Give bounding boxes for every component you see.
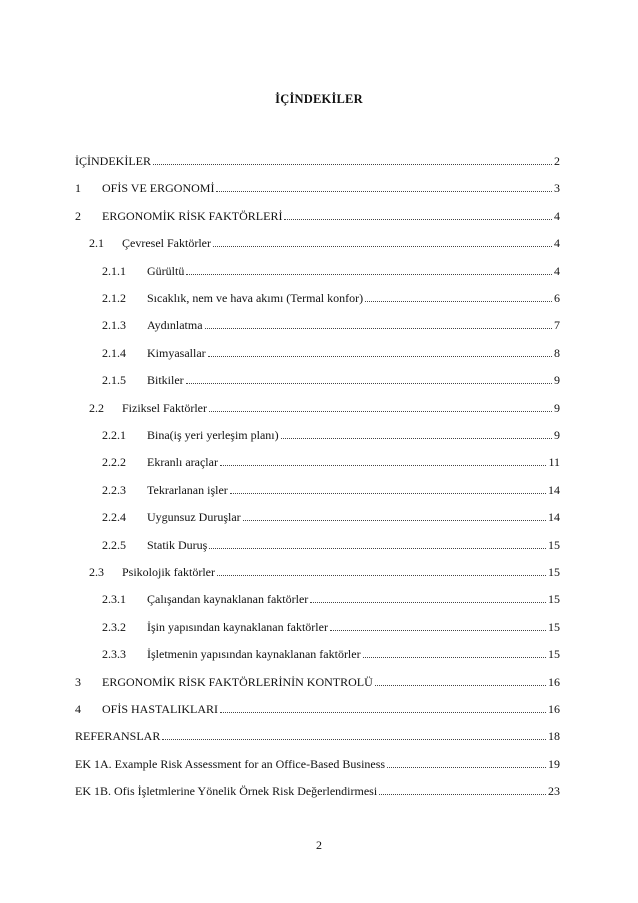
toc-entry[interactable] xyxy=(75,701,560,717)
toc-entry-number: 1 xyxy=(75,181,81,196)
toc-entry-page: 3 xyxy=(554,181,560,196)
toc-entry-page: 15 xyxy=(548,619,560,634)
toc-dot-leader xyxy=(186,373,552,384)
toc-entry-page: 16 xyxy=(548,674,560,689)
toc-entry-title: OFİS HASTALIKLARI xyxy=(102,702,219,716)
toc-heading: İÇİNDEKİLER xyxy=(275,92,363,106)
toc-dot-leader xyxy=(281,428,552,439)
toc-entry[interactable] xyxy=(102,537,560,553)
toc-entry[interactable] xyxy=(75,153,560,169)
toc-entry-page: 18 xyxy=(548,729,560,744)
toc-entry-title: Bina(iş yeri yerleşim planı) xyxy=(147,428,279,442)
toc-dot-leader xyxy=(243,510,546,521)
toc-dot-leader xyxy=(310,592,546,603)
toc-dot-leader xyxy=(213,236,552,247)
toc-entry-number: 4 xyxy=(75,702,81,716)
toc-dot-leader xyxy=(230,483,546,494)
toc-dot-leader xyxy=(330,620,546,631)
toc-entry-title: Uygunsuz Duruşlar xyxy=(147,510,241,525)
toc-dot-leader xyxy=(379,784,546,795)
toc-entry-title: Çalışandan kaynaklanan faktörler xyxy=(147,592,309,607)
toc-dot-leader xyxy=(209,538,546,549)
toc-entry[interactable] xyxy=(102,317,560,333)
toc-entry-page: 14 xyxy=(548,482,560,497)
toc-entry-title: İşin yapısından kaynaklanan faktörler xyxy=(147,619,328,634)
toc-entry-page: 11 xyxy=(548,455,560,470)
toc-entry[interactable] xyxy=(75,208,560,224)
toc-entry-title: Kimyasallar xyxy=(147,345,206,360)
toc-dot-leader xyxy=(209,401,552,412)
toc-entry-number: 2.2.2 xyxy=(102,455,126,470)
toc-dot-leader xyxy=(365,291,552,302)
toc-entry[interactable] xyxy=(102,454,560,470)
toc-entry-number: 2.2.3 xyxy=(102,482,126,497)
toc-entry-title: ERGONOMİK RİSK FAKTÖRLERİ xyxy=(102,208,283,223)
toc-entry-page: 8 xyxy=(554,345,560,360)
toc-dot-leader xyxy=(205,318,552,329)
toc-dot-leader xyxy=(153,154,552,165)
toc-entry-number: 2.2.4 xyxy=(102,510,126,525)
toc-entry-title: Ekranlı araçlar xyxy=(147,455,218,470)
toc-entry[interactable] xyxy=(102,646,560,662)
toc-entry-title: Psikolojik faktörler xyxy=(122,565,215,579)
toc-entry-page: 9 xyxy=(554,428,560,442)
toc-entry[interactable] xyxy=(89,564,560,580)
page-number: 2 xyxy=(316,838,322,852)
toc-entry-page: 19 xyxy=(548,756,560,771)
toc-dot-leader xyxy=(216,181,552,192)
toc-entry-title: OFİS VE ERGONOMİ xyxy=(102,181,215,196)
toc-entry[interactable] xyxy=(102,372,560,388)
toc-entry[interactable] xyxy=(75,728,560,744)
toc-entry-number: 2.1.5 xyxy=(102,373,126,388)
toc-dot-leader xyxy=(220,702,546,713)
toc-entry-page: 6 xyxy=(554,291,560,305)
toc-entry-page: 16 xyxy=(548,702,560,716)
toc-entry[interactable] xyxy=(75,756,560,772)
toc-entry-page: 15 xyxy=(548,592,560,607)
toc-dot-leader xyxy=(220,455,546,466)
toc-entry-page: 15 xyxy=(548,537,560,552)
toc-entry-number: 2.3.1 xyxy=(102,592,126,607)
toc-entry[interactable] xyxy=(75,674,560,690)
toc-entry-page: 9 xyxy=(554,373,560,388)
toc-entry-title: Fiziksel Faktörler xyxy=(122,400,207,415)
toc-dot-leader xyxy=(208,346,552,357)
toc-entry-number: 2.2 xyxy=(89,400,104,415)
toc-entry-page: 4 xyxy=(554,208,560,223)
toc-dot-leader xyxy=(284,209,552,220)
toc-entry-title: ERGONOMİK RİSK FAKTÖRLERİNİN KONTROLÜ xyxy=(102,674,373,689)
toc-entry[interactable] xyxy=(102,427,560,443)
toc-entry-title: EK 1A. Example Risk Assessment for an Office-Based Business xyxy=(75,756,386,771)
toc-entry[interactable] xyxy=(102,591,560,607)
toc-entry-title: Gürültü xyxy=(147,263,185,278)
toc-dot-leader xyxy=(162,729,546,740)
toc-entry-number: 2.1.1 xyxy=(102,263,126,278)
toc-entry-title: EK 1B. Ofis İşletmlerine Yönelik Örnek Risk Değerlendirmesi xyxy=(75,784,378,799)
toc-entry-number: 2.2.5 xyxy=(102,537,126,552)
toc-dot-leader xyxy=(387,757,546,768)
toc-entry[interactable] xyxy=(102,263,560,279)
toc-entry-title: Bitkiler xyxy=(147,373,184,388)
toc-entry-page: 2 xyxy=(554,154,560,168)
toc-entry-page: 4 xyxy=(554,263,560,278)
toc-entry-number: 2.3 xyxy=(89,565,104,579)
toc-entry[interactable] xyxy=(102,619,560,635)
toc-entry-title: Sıcaklık, nem ve hava akımı (Termal konfor) xyxy=(147,291,364,305)
toc-entry[interactable] xyxy=(102,290,560,306)
toc-entry-number: 2.3.3 xyxy=(102,647,126,662)
toc-entry-title: Çevresel Faktörler xyxy=(122,236,211,251)
toc-entry-number: 2.1.2 xyxy=(102,291,126,305)
toc-entry-number: 2 xyxy=(75,208,81,223)
toc-entry-number: 3 xyxy=(75,674,81,689)
toc-dot-leader xyxy=(186,264,552,275)
toc-entry-page: 15 xyxy=(548,565,560,579)
toc-entry-title: Aydınlatma xyxy=(147,318,203,333)
toc-entry-page: 14 xyxy=(548,510,560,525)
toc-entry-number: 2.1 xyxy=(89,236,104,251)
toc-entry-page: 7 xyxy=(554,318,560,333)
toc-entry[interactable] xyxy=(75,783,560,799)
toc-entry-number: 2.3.2 xyxy=(102,619,126,634)
toc-entry[interactable] xyxy=(89,400,560,416)
toc-entry-title: Tekrarlanan işler xyxy=(147,482,228,497)
toc-entry-title: İÇİNDEKİLER xyxy=(75,154,151,168)
toc-entry-page: 4 xyxy=(554,236,560,251)
toc-dot-leader xyxy=(363,647,546,658)
toc-entry-title: Statik Duruş xyxy=(147,537,208,552)
toc-entry[interactable] xyxy=(102,482,560,498)
toc-entry[interactable] xyxy=(102,345,560,361)
toc-entry-title: REFERANSLAR xyxy=(75,729,161,744)
toc-entry-number: 2.1.4 xyxy=(102,345,126,360)
toc-dot-leader xyxy=(217,565,546,576)
toc-entry-title: İşletmenin yapısından kaynaklanan faktörler xyxy=(147,647,361,662)
toc-entry-page: 9 xyxy=(554,400,560,415)
toc-entry-page: 23 xyxy=(548,784,560,799)
toc-dot-leader xyxy=(375,675,546,686)
toc-entry-page: 15 xyxy=(548,647,560,662)
toc-entry[interactable] xyxy=(89,235,560,251)
toc-entry[interactable] xyxy=(75,180,560,196)
toc-entry-number: 2.2.1 xyxy=(102,428,126,442)
toc-entry[interactable] xyxy=(102,509,560,525)
toc-entry-number: 2.1.3 xyxy=(102,318,126,333)
